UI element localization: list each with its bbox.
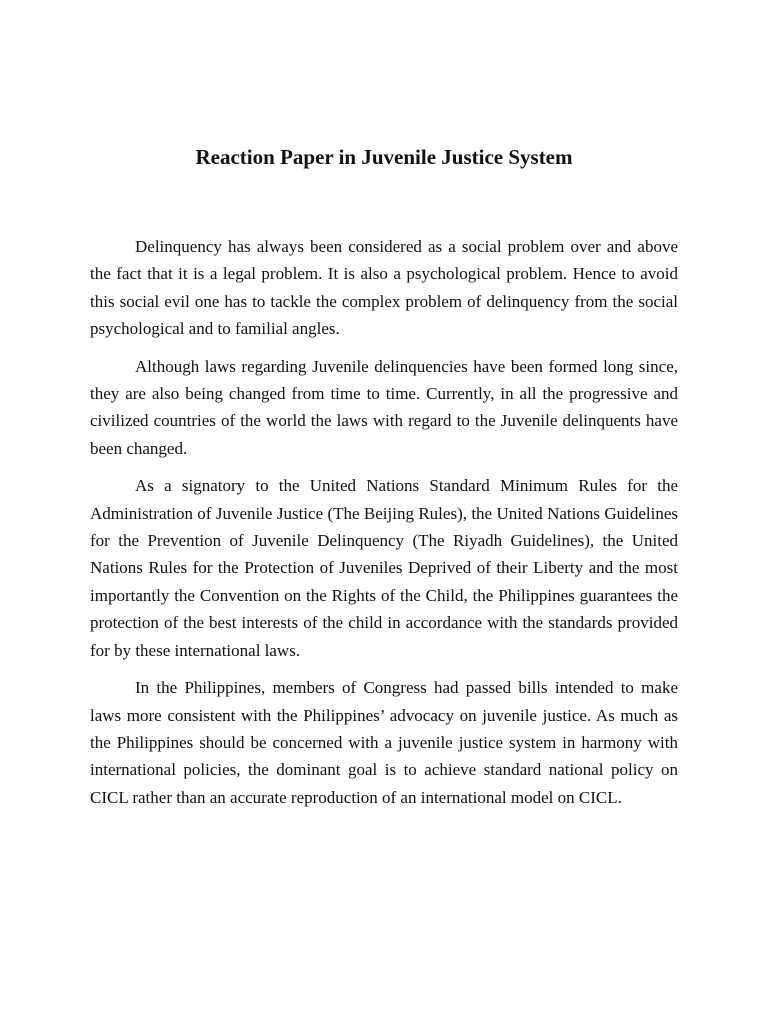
paragraph-4: In the Philippines, members of Congress had passed bills intended to make laws more consistent with the Philippines’ advocacy on juvenile justice. As much as the Philippines should be concerned with a juvenile justice system in harmony with international policies, the dominant goal is to achieve standard national policy on CICL rather than an accurate reproduction of an international model on CICL. bbox=[90, 678, 678, 807]
paragraph-2: Although laws regarding Juvenile delinquencies have been formed long since, they are also being changed from time to time. Currently, in all the progressive and civilized countries of the world the laws with regard to the Juvenile delinquents have been changed. bbox=[90, 356, 678, 458]
document-body bbox=[90, 233, 678, 821]
document-title: Reaction Paper in Juvenile Justice System bbox=[195, 145, 573, 169]
paragraph-3: As a signatory to the United Nations Standard Minimum Rules for the Administration of Juvenile Justice (The Beijing Rules), the United Nations Guidelines for the Prevention of Juvenile Delinquency (The Riyadh Guidelines), the United Nations Rules for the Protection of Juveniles Deprived of their Liberty and the most importantly the Convention on the Rights of the Child, the Philippines guarantees the protection of the best interests of the child in accordance with the standards provided for by these international laws. bbox=[90, 476, 678, 660]
paragraph-1: Delinquency has always been considered as a social problem over and above the fact that it is a legal problem. It is also a psychological problem. Hence to avoid this social evil one has to tackle the complex problem of delinquency from the social psychological and to familial angles. bbox=[90, 237, 678, 339]
